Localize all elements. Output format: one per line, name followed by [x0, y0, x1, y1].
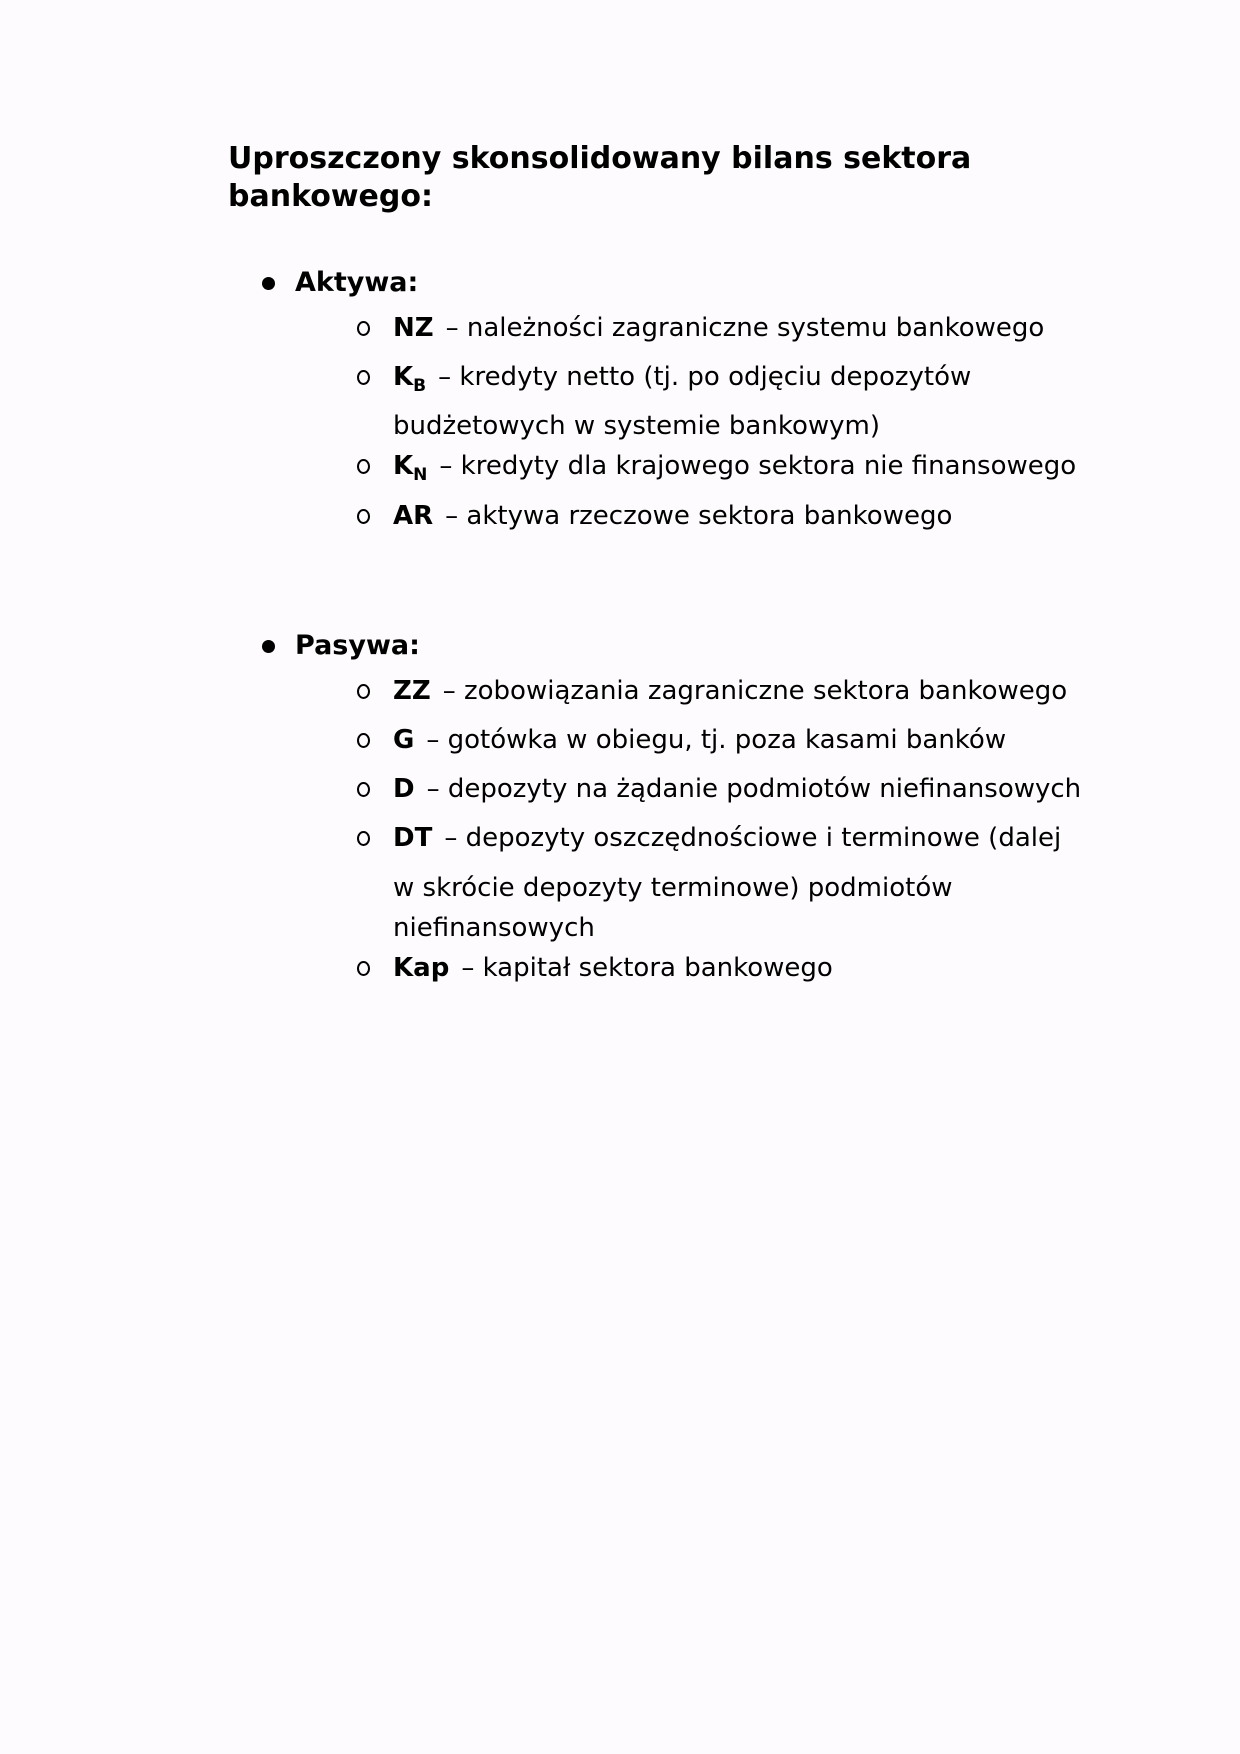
- item-text: – gotówka w obiegu, tj. poza kasami banków: [426, 724, 1007, 755]
- section-pasywa: [228, 626, 1128, 997]
- circle-bullet-icon: [357, 459, 370, 474]
- item-text: – depozyty oszczędnościowe i terminowe (dalej: [444, 823, 1062, 854]
- item-text: – kapitał sektora bankowego: [461, 952, 833, 983]
- section-label-pasywa: Pasywa:: [295, 629, 420, 661]
- item-line-continuation: budżetowych w systemie bankowym): [393, 411, 881, 442]
- item-line: [393, 720, 1128, 769]
- circle-bullet-icon: [357, 733, 370, 748]
- circle-bullet-icon: [357, 782, 370, 797]
- symbol-kb: K: [393, 362, 414, 393]
- item-nz: [228, 308, 1128, 357]
- circle-bullet-icon: [357, 961, 370, 976]
- item-kap: [228, 948, 1128, 997]
- document-title: Uproszczony skonsolidowany bilans sektora bankowego:: [228, 141, 972, 214]
- item-line: [393, 496, 1128, 545]
- item-line-continuation: niefinansowych: [393, 912, 595, 943]
- symbol-subscript: N: [413, 465, 428, 486]
- item-ar: [228, 496, 1128, 545]
- item-kb: [228, 357, 1128, 446]
- symbol-ar: AR: [393, 500, 434, 531]
- item-line-continuation: w skrócie depozyty terminowe) podmiotów: [393, 872, 953, 903]
- symbol-d: D: [393, 774, 415, 805]
- section-aktywa: [228, 263, 1128, 545]
- symbol-nz: NZ: [393, 313, 434, 343]
- bullet-dot-icon: [262, 640, 275, 653]
- symbol-g: G: [393, 724, 415, 755]
- item-text: – depozyty na żądanie podmiotów niefinansowych: [426, 774, 1082, 805]
- item-text: – zobowiązania zagraniczne sektora bankowego: [442, 675, 1068, 706]
- circle-bullet-icon: [357, 370, 370, 385]
- item-line: [393, 948, 1128, 997]
- circle-bullet-icon: [357, 321, 370, 336]
- symbol-zz: ZZ: [393, 675, 431, 706]
- item-line: [393, 769, 1128, 818]
- item-d: [228, 769, 1128, 818]
- pasywa-list: [228, 671, 1128, 997]
- bullet-dot-icon: [262, 277, 275, 290]
- circle-bullet-icon: [357, 831, 370, 846]
- item-text: – aktywa rzeczowe sektora bankowego: [445, 500, 953, 531]
- item-text: – kredyty netto (tj. po odjęciu depozytów: [438, 362, 972, 393]
- item-line: [393, 308, 1128, 357]
- circle-bullet-icon: [357, 684, 370, 699]
- item-line: [393, 446, 1128, 495]
- symbol-kap: Kap: [393, 952, 450, 983]
- item-dt: [228, 818, 1128, 947]
- section-header-aktywa: [228, 263, 1128, 303]
- section-header-pasywa: [228, 626, 1128, 666]
- section-label-aktywa: Aktywa:: [295, 267, 419, 298]
- item-text: – należności zagraniczne systemu bankowego: [445, 313, 1045, 343]
- circle-bullet-icon: [357, 509, 370, 524]
- item-text: – kredyty dla krajowego sektora nie finansowego: [439, 451, 1077, 482]
- item-kn: [228, 446, 1128, 495]
- item-line: [393, 671, 1128, 720]
- item-line: [393, 818, 1128, 867]
- document-content: [228, 0, 1128, 997]
- symbol-kn: K: [393, 451, 414, 482]
- item-g: [228, 720, 1128, 769]
- aktywa-list: [228, 308, 1128, 545]
- item-zz: [228, 671, 1128, 720]
- symbol-dt: DT: [393, 823, 433, 854]
- item-line: [393, 357, 1128, 406]
- symbol-subscript: B: [413, 376, 427, 397]
